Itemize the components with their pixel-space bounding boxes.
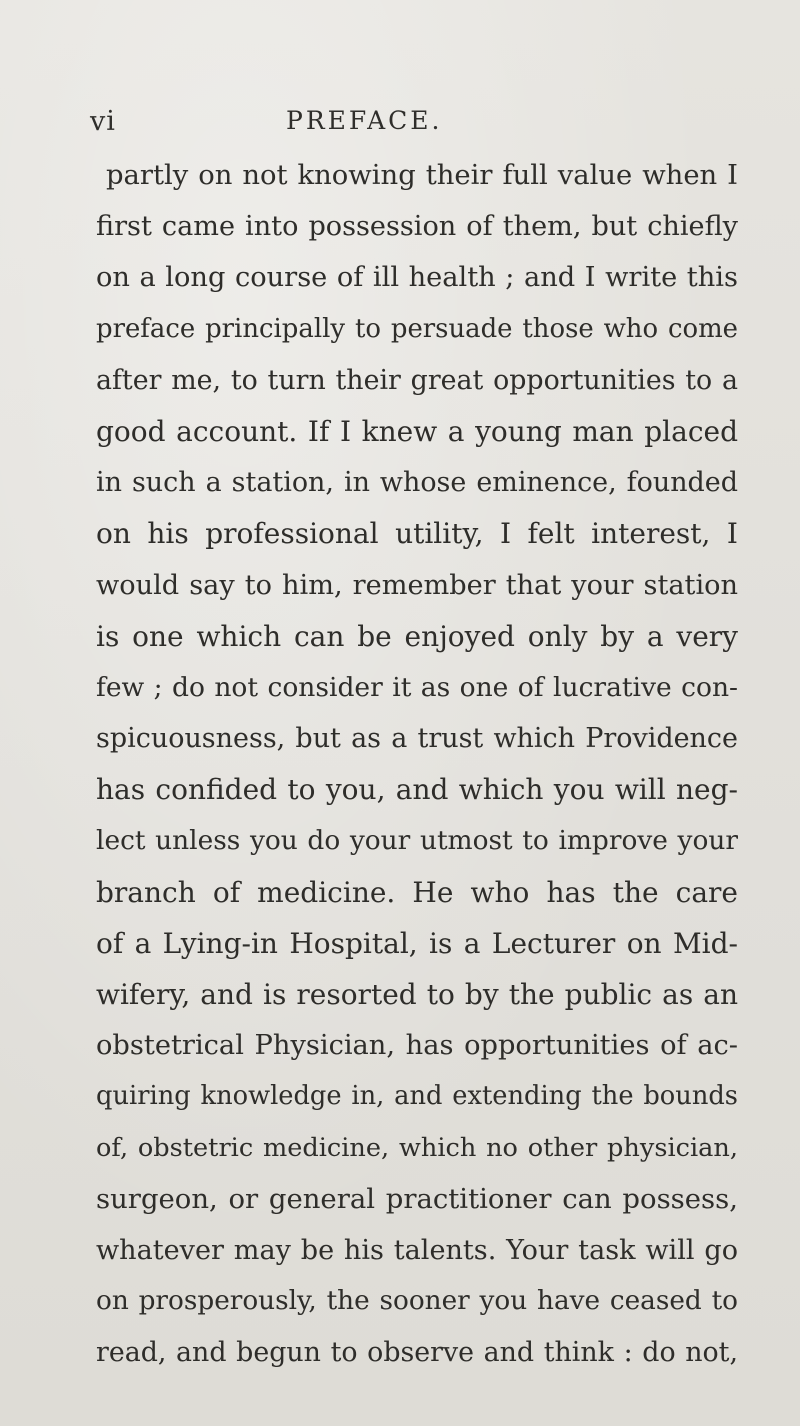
text-line: whatever may be his talents. Your task will go [96, 1234, 738, 1266]
body-text [96, 150, 738, 1379]
text-line: good account. If I knew a young man placed [96, 414, 738, 448]
text-line: preface principally to persuade those who come [96, 313, 738, 344]
text-line: on prosperously, the sooner you have ceased to [96, 1286, 738, 1317]
text-line: on a long course of ill health ; and I write this [96, 262, 738, 294]
text-line: lect unless you do your utmost to improve your [96, 825, 738, 857]
text-line: spicuousness, but as a trust which Providence [96, 723, 738, 755]
text-line: few ; do not consider it as one of lucrative con- [96, 671, 738, 703]
text-line: wifery, and is resorted to by the public as an [96, 978, 738, 1011]
page-number: vi [90, 106, 116, 137]
text-line: on his professional utility, I felt interest, I [96, 517, 738, 551]
text-line: first came into possession of them, but chiefly [96, 211, 738, 243]
text-line: read, and begun to observe and think : do not, [96, 1337, 738, 1369]
text-line: in such a station, in whose eminence, founded [96, 467, 738, 499]
text-line: surgeon, or general practitioner can possess, [96, 1182, 738, 1215]
page-header [0, 106, 800, 146]
text-line: of, obstetric medicine, which no other physician, [96, 1132, 738, 1163]
text-line: would say to him, remember that your station [96, 569, 738, 601]
running-title: PREFACE. [286, 106, 443, 135]
text-line: is one which can be enjoyed only by a very [96, 619, 738, 653]
text-line: after me, to turn their great opportunities to a [96, 364, 738, 396]
text-line: quiring knowledge in, and extending the bounds [96, 1081, 738, 1112]
text-line: partly on not knowing their full value when I [106, 160, 738, 191]
text-line: of a Lying-in Hospital, is a Lecturer on Mid- [96, 926, 738, 960]
text-line: obstetrical Physician, has opportunities of ac- [96, 1030, 738, 1062]
text-line: branch of medicine. He who has the care [96, 875, 738, 909]
text-line: has confided to you, and which you will neg- [96, 773, 738, 807]
